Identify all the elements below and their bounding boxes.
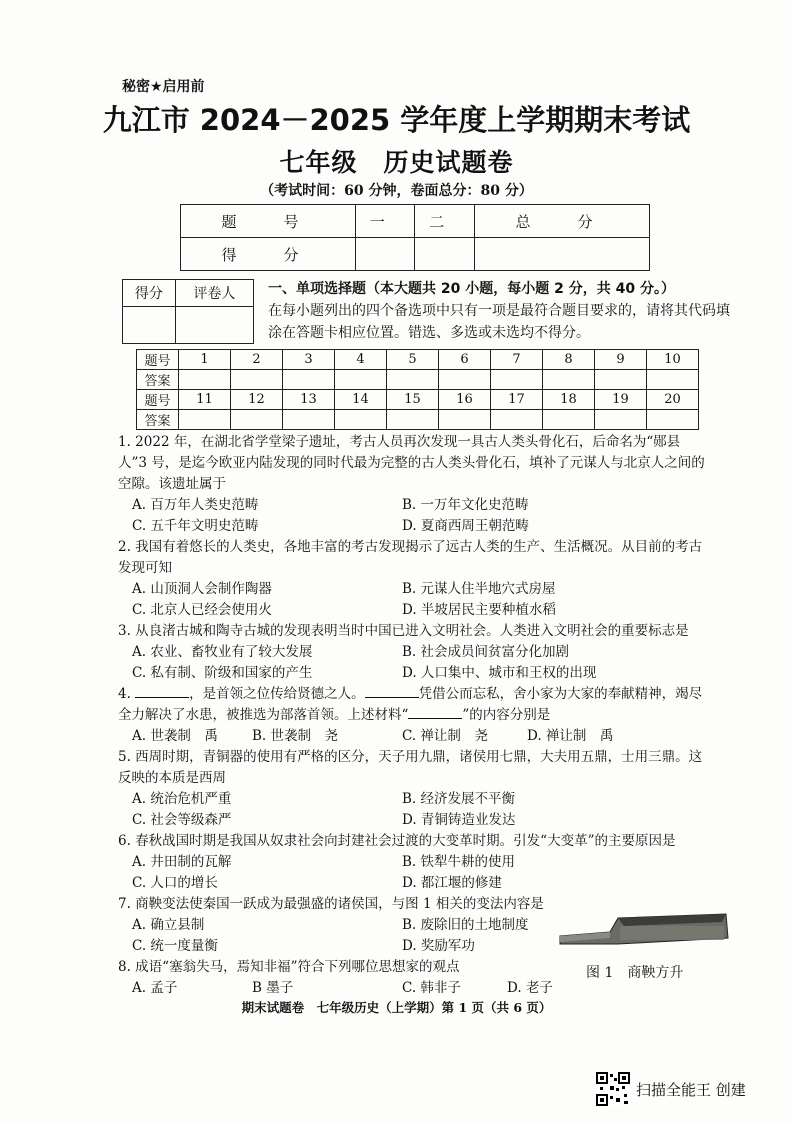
answer-table bbox=[136, 349, 699, 430]
answer-qnum: 20 bbox=[647, 390, 699, 410]
option[interactable]: A. 统治危机严重 bbox=[132, 791, 232, 807]
question-2 bbox=[118, 537, 708, 621]
exam-info: （考试时间：60 分钟，卷面总分：80 分） bbox=[260, 183, 533, 199]
answer-qnum: 15 bbox=[387, 390, 439, 410]
question-stem: 7. 商鞅变法使秦国一跃成为最强盛的诸侯国，与图 1 相关的变法内容是 bbox=[118, 896, 544, 912]
exam-title: 九江市 2024－2025 学年度上学期期末考试 bbox=[102, 103, 691, 137]
option[interactable]: B. 社会成员间贫富分化加剧 bbox=[402, 644, 570, 660]
answer-label: 答案 bbox=[137, 370, 179, 390]
option[interactable]: B. 一万年文化史范畴 bbox=[402, 497, 529, 513]
question-5 bbox=[118, 747, 708, 831]
option[interactable]: D. 半坡居民主要种植水稻 bbox=[402, 602, 556, 618]
answer-qnum: 14 bbox=[335, 390, 387, 410]
option[interactable]: A. 世袭制 禹 bbox=[132, 728, 218, 744]
grader-name-cell[interactable] bbox=[175, 307, 253, 344]
answer-qnum: 16 bbox=[439, 390, 491, 410]
answer-cell[interactable] bbox=[387, 410, 439, 430]
options bbox=[118, 789, 708, 831]
option[interactable]: D. 奖励军功 bbox=[402, 938, 475, 954]
page-footer: 期末试题卷 七年级历史（上学期）第 1 页（共 6 页） bbox=[241, 1000, 552, 1015]
answer-cell[interactable] bbox=[595, 370, 647, 390]
option[interactable]: D. 禅让制 禹 bbox=[527, 728, 614, 744]
answer-qnum-label: 题号 bbox=[137, 390, 179, 410]
option[interactable]: D. 夏商西周王朝范畴 bbox=[402, 518, 529, 534]
score-header-cell: 题 号 bbox=[181, 205, 356, 238]
option[interactable]: C. 禅让制 尧 bbox=[402, 728, 488, 744]
score-cell[interactable] bbox=[355, 238, 415, 271]
option[interactable]: A. 孟子 bbox=[132, 980, 178, 996]
qr-code-icon bbox=[596, 1072, 630, 1106]
options bbox=[118, 852, 708, 894]
options bbox=[118, 495, 708, 537]
option[interactable]: C. 社会等级森严 bbox=[132, 812, 232, 828]
score-table bbox=[180, 204, 650, 271]
options bbox=[118, 642, 708, 684]
answer-cell[interactable] bbox=[491, 410, 543, 430]
answer-qnum: 19 bbox=[595, 390, 647, 410]
answer-qnum: 3 bbox=[283, 350, 335, 370]
option[interactable]: B 墨子 bbox=[252, 980, 294, 996]
grader-score-label: 得分 bbox=[123, 280, 176, 307]
option[interactable]: C. 私有制、阶级和国家的产生 bbox=[132, 665, 313, 681]
answer-qnum: 18 bbox=[543, 390, 595, 410]
secret-label: 秘密★启用前 bbox=[122, 79, 205, 95]
options bbox=[118, 579, 708, 621]
section1-instruction: 在每小题列出的四个备选项中只有一项是最符合题目要求的，请将其代码填涂在答题卡相应位置。错选、多选或未选均不得分。 bbox=[268, 303, 730, 341]
exam-subtitle: 七年级 历史试题卷 bbox=[279, 148, 514, 177]
score-cell[interactable] bbox=[415, 238, 475, 271]
score-cell[interactable] bbox=[475, 238, 650, 271]
options bbox=[118, 726, 708, 747]
answer-label: 答案 bbox=[137, 410, 179, 430]
stem-part: 4. bbox=[118, 686, 136, 702]
bronze-measure-image bbox=[558, 908, 730, 948]
option[interactable]: B. 废除旧的土地制度 bbox=[402, 917, 529, 933]
question-stem: 6. 春秋战国时期是我国从奴隶社会向封建社会过渡的大变革时期。引发“大变革”的主要原因是 bbox=[118, 833, 676, 849]
option[interactable]: D. 老子 bbox=[507, 980, 553, 996]
answer-qnum: 17 bbox=[491, 390, 543, 410]
answer-cell[interactable] bbox=[335, 370, 387, 390]
scanner-text: 扫描全能王 创建 bbox=[636, 1080, 746, 1099]
option[interactable]: D. 都江堰的修建 bbox=[402, 875, 502, 891]
answer-cell[interactable] bbox=[647, 410, 699, 430]
figure-caption: 图 1 商鞅方升 bbox=[586, 965, 684, 981]
option[interactable]: B. 元谋人住半地穴式房屋 bbox=[402, 581, 556, 597]
question-stem: 2. 我国有着悠长的人类史，各地丰富的考古发现揭示了远古人类的生产、生活概况。从目前的考古发现可知 bbox=[118, 539, 703, 576]
answer-qnum: 1 bbox=[179, 350, 231, 370]
answer-cell[interactable] bbox=[283, 410, 335, 430]
option[interactable]: B. 经济发展不平衡 bbox=[402, 791, 516, 807]
question-stem bbox=[118, 684, 708, 726]
answer-cell[interactable] bbox=[231, 370, 283, 390]
stem-part: 凭借公而忘私，舍小家为大家的奉献精神，竭尽全力解决了水患，被推选为部落首领。上述材料“ bbox=[118, 686, 703, 723]
answer-qnum: 7 bbox=[491, 350, 543, 370]
option[interactable]: C. 北京人已经会使用火 bbox=[132, 602, 272, 618]
section1-heading: 一、单项选择题（本大题共 20 小题，每小题 2 分，共 40 分。） bbox=[268, 281, 675, 297]
option[interactable]: D. 青铜铸造业发达 bbox=[402, 812, 516, 828]
answer-cell[interactable] bbox=[179, 410, 231, 430]
option[interactable]: A. 确立县制 bbox=[132, 917, 205, 933]
section1 bbox=[268, 278, 738, 344]
answer-qnum: 10 bbox=[647, 350, 699, 370]
answer-qnum: 9 bbox=[595, 350, 647, 370]
grader-score-cell[interactable] bbox=[123, 307, 176, 344]
answer-qnum: 13 bbox=[283, 390, 335, 410]
answer-qnum: 4 bbox=[335, 350, 387, 370]
answer-cell[interactable] bbox=[179, 370, 231, 390]
option[interactable]: A. 百万年人类史范畴 bbox=[132, 497, 259, 513]
score-header-cell: 一 bbox=[355, 205, 415, 238]
answer-qnum: 11 bbox=[179, 390, 231, 410]
option[interactable]: A. 井田制的瓦解 bbox=[132, 854, 232, 870]
answer-cell[interactable] bbox=[387, 370, 439, 390]
blank-line bbox=[135, 685, 189, 698]
option[interactable]: C. 五千年文明史范畴 bbox=[132, 518, 259, 534]
stem-part: ”的内容分别是 bbox=[462, 707, 551, 723]
answer-cell[interactable] bbox=[543, 370, 595, 390]
score-header-cell: 二 bbox=[415, 205, 475, 238]
question-stem: 5. 西周时期，青铜器的使用有严格的区分，天子用九鼎，诸侯用七鼎，大夫用五鼎，士用三鼎。这反映的本质是西周 bbox=[118, 749, 703, 786]
answer-cell[interactable] bbox=[231, 410, 283, 430]
blank-line bbox=[365, 685, 419, 698]
stem-part: ，是首领之位传给贤德之人。 bbox=[189, 686, 365, 702]
answer-qnum: 6 bbox=[439, 350, 491, 370]
question-4 bbox=[118, 684, 708, 747]
answer-cell[interactable] bbox=[491, 370, 543, 390]
answer-qnum-label: 题号 bbox=[137, 350, 179, 370]
grader-table bbox=[122, 279, 254, 344]
option[interactable]: C. 人口的增长 bbox=[132, 875, 218, 891]
question-stem: 3. 从良渚古城和陶寺古城的发现表明当时中国已进入文明社会。人类进入文明社会的重要标志是 bbox=[118, 623, 689, 639]
answer-qnum: 12 bbox=[231, 390, 283, 410]
answer-cell[interactable] bbox=[335, 410, 387, 430]
answer-cell[interactable] bbox=[439, 410, 491, 430]
answer-cell[interactable] bbox=[543, 410, 595, 430]
answer-cell[interactable] bbox=[647, 370, 699, 390]
option[interactable]: C. 统一度量衡 bbox=[132, 938, 218, 954]
question-1 bbox=[118, 432, 708, 537]
question-3 bbox=[118, 621, 708, 684]
option[interactable]: D. 人口集中、城市和王权的出现 bbox=[402, 665, 597, 681]
answer-cell[interactable] bbox=[595, 410, 647, 430]
answer-cell[interactable] bbox=[283, 370, 335, 390]
option[interactable]: A. 农业、畜牧业有了较大发展 bbox=[132, 644, 313, 660]
score-label-cell: 得 分 bbox=[181, 238, 356, 271]
option[interactable]: B. 世袭制 尧 bbox=[252, 728, 339, 744]
scanner-watermark bbox=[596, 1072, 746, 1106]
answer-qnum: 5 bbox=[387, 350, 439, 370]
answer-qnum: 8 bbox=[543, 350, 595, 370]
score-header-cell: 总 分 bbox=[475, 205, 650, 238]
question-stem: 1. 2022 年，在湖北省学堂梁子遗址，考古人员再次发现一具古人类头骨化石，后命名为“郧县人”3 号，是迄今欧亚内陆发现的同时代最为完整的古人类头骨化石，填补了元谋人与北京人之间的空隙。该遗址属于 bbox=[118, 434, 705, 492]
option[interactable]: B. 铁犁牛耕的使用 bbox=[402, 854, 516, 870]
answer-cell[interactable] bbox=[439, 370, 491, 390]
option[interactable]: A. 山顶洞人会制作陶器 bbox=[132, 581, 272, 597]
answer-qnum: 2 bbox=[231, 350, 283, 370]
blank-line bbox=[408, 706, 462, 719]
option[interactable]: C. 韩非子 bbox=[402, 980, 461, 996]
question-stem: 8. 成语“塞翁失马，焉知非福”符合下列哪位思想家的观点 bbox=[118, 959, 460, 975]
grader-name-label: 评卷人 bbox=[175, 280, 253, 307]
question-6 bbox=[118, 831, 708, 894]
